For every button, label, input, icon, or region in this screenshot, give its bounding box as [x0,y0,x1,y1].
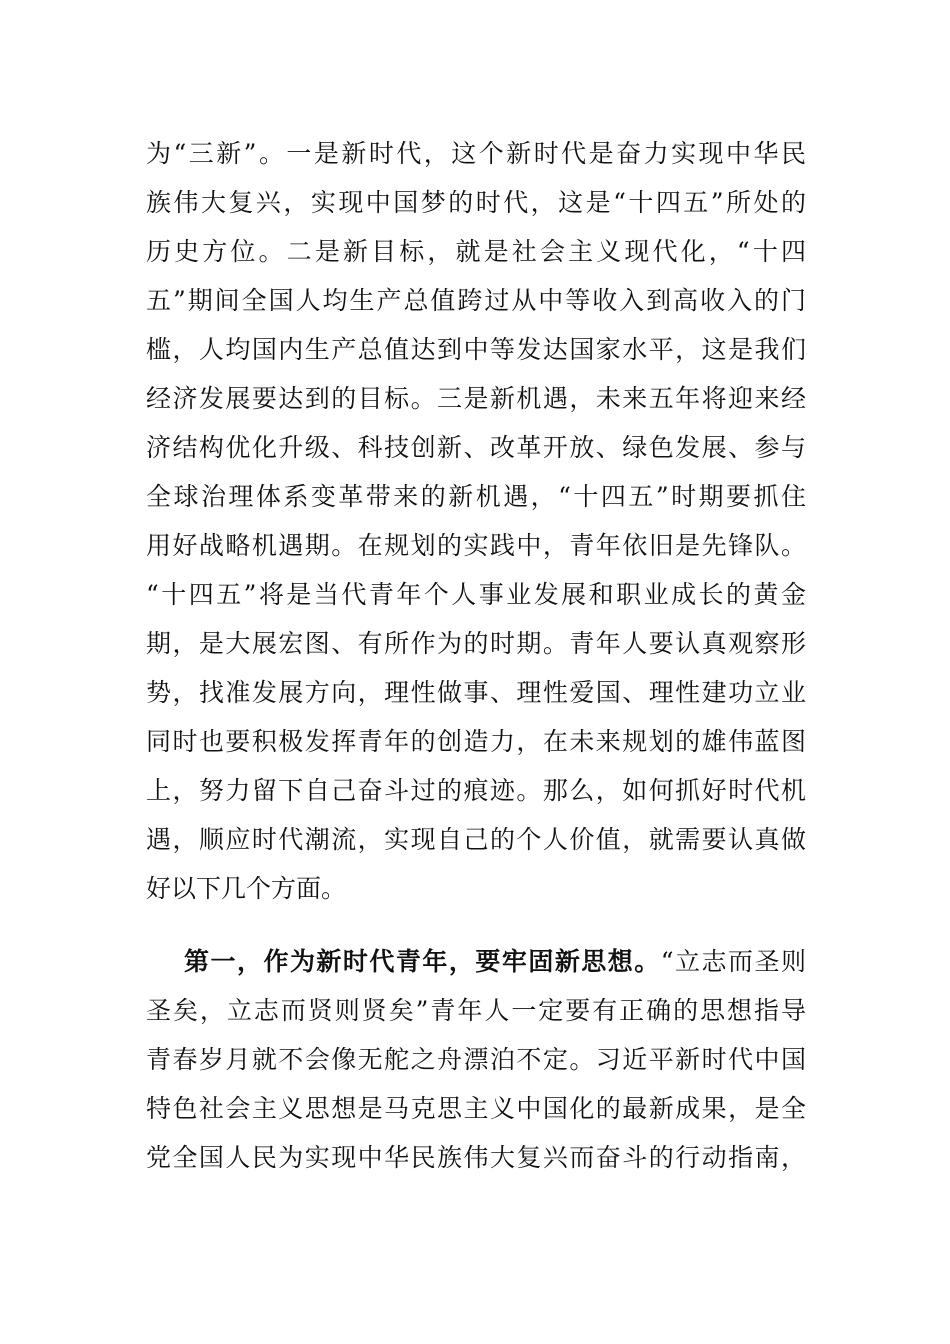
text-line: 期，是大展宏图、有所作为的时期。青年人要认真观察形 [146,629,806,658]
text-line: 用好战略机遇期。在规划的实践中，青年依旧是先锋队。 [146,531,806,560]
text-line: 槛，人均国内生产总值达到中等发达国家水平，这是我们 [146,335,806,364]
text-line: 党全国人民为实现中华民族伟大复兴而奋斗的行动指南， [146,1143,806,1172]
heading-line-rest: “立志而圣则 [660,947,806,976]
text-line [184,945,806,979]
text-line: “十四五”将是当代青年个人事业发展和职业成长的黄金 [146,580,806,609]
text-line: 遇，顺应时代潮流，实现自己的个人价值，就需要认真做 [146,825,806,854]
text-line: 族伟大复兴，实现中国梦的时代，这是“十四五”所处的 [146,188,806,217]
text-line: 同时也要积极发挥青年的创造力，在未来规划的雄伟蓝图 [146,727,806,756]
text-line: 圣矣，立志而贤则贤矣”青年人一定要有正确的思想指导 [146,996,806,1025]
text-line: 五”期间全国人均生产总值跨过从中等收入到高收入的门 [146,286,806,315]
text-line: 青春岁月就不会像无舵之舟漂泊不定。习近平新时代中国 [146,1045,806,1074]
paragraph-heading: 第一，作为新时代青年，要牢固新思想。 [184,947,661,976]
text-line: 经济发展要达到的目标。三是新机遇，未来五年将迎来经 [146,384,806,413]
text-line: 势，找准发展方向，理性做事、理性爱国、理性建功立业 [146,678,806,707]
text-line: 全球治理体系变革带来的新机遇，“十四五”时期要抓住 [146,482,806,511]
text-line: 好以下几个方面。 [146,874,347,903]
text-line: 历史方位。二是新目标，就是社会主义现代化，“十四 [146,237,806,266]
text-line: 特色社会主义思想是马克思主义中国化的最新成果，是全 [146,1094,806,1123]
text-line: 济结构优化升级、科技创新、改革开放、绿色发展、参与 [146,433,806,462]
text-line: 上，努力留下自己奋斗过的痕迹。那么，如何抓好时代机 [146,776,806,805]
text-line: 为“三新”。一是新时代，这个新时代是奋力实现中华民 [146,139,806,168]
